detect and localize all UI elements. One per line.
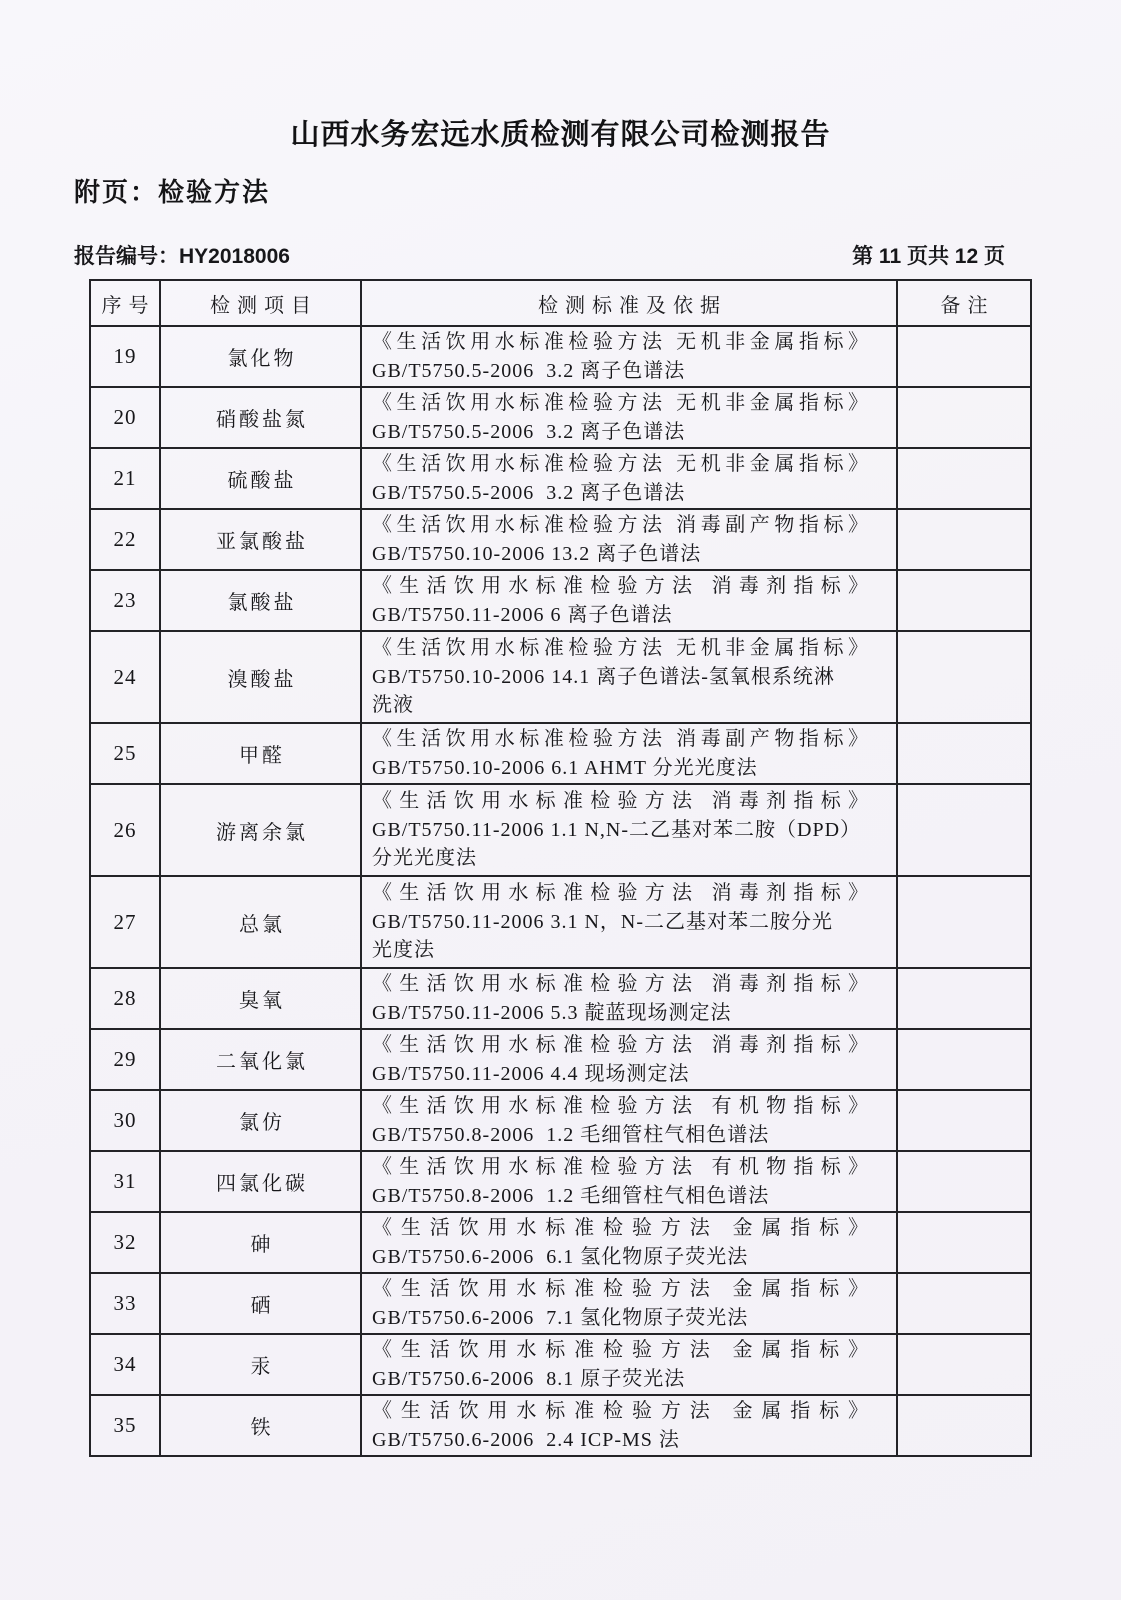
- remark-cell: [897, 1090, 1031, 1151]
- standard-cell: [361, 1273, 897, 1334]
- item-cell: 甲醛: [160, 723, 361, 784]
- standard-method-line: GB/T5750.10-2006 14.1 离子色谱法-氢氧根系统淋: [372, 665, 835, 688]
- row-index-cell: 23: [90, 570, 160, 631]
- report-number: 报告编号：HY2018006: [74, 245, 290, 268]
- appendix-label: 附页：检验方法: [74, 177, 271, 207]
- item-cell: 硝酸盐氮: [160, 387, 361, 448]
- remark-cell: [897, 876, 1031, 968]
- standard-cell: [361, 876, 897, 968]
- table-row: [90, 326, 1031, 387]
- remark-cell: [897, 509, 1031, 570]
- row-index-cell: 25: [90, 723, 160, 784]
- standard-method-line: GB/T5750.5-2006 3.2 离子色谱法: [372, 481, 686, 504]
- row-index-cell: 34: [90, 1334, 160, 1395]
- item-cell: 硫酸盐: [160, 448, 361, 509]
- standard-cell: [361, 509, 897, 570]
- col-header-index: 序号: [90, 280, 160, 326]
- standard-cell: [361, 1151, 897, 1212]
- standard-method-line: 分光光度法: [372, 847, 477, 870]
- remark-cell: [897, 968, 1031, 1029]
- standard-cell: [361, 1395, 897, 1456]
- standard-method-line: GB/T5750.11-2006 3.1 N，N-二乙基对苯二胺分光: [372, 910, 834, 933]
- standard-title-line: 《生活饮用水标准检验方法 金属指标》: [372, 1400, 870, 1422]
- standard-cell: [361, 570, 897, 631]
- item-cell: 汞: [160, 1334, 361, 1395]
- row-index-cell: 32: [90, 1212, 160, 1273]
- standard-cell: [361, 387, 897, 448]
- table-row: [90, 570, 1031, 631]
- remark-cell: [897, 326, 1031, 387]
- standard-cell: [361, 448, 897, 509]
- row-index-cell: 33: [90, 1273, 160, 1334]
- standard-title-line: 《生活饮用水标准检验方法 金属指标》: [372, 1217, 870, 1239]
- remark-cell: [897, 784, 1031, 876]
- standard-cell: [361, 968, 897, 1029]
- standard-cell: [361, 1334, 897, 1395]
- standard-cell: [361, 326, 897, 387]
- standard-title-line: 《生活饮用水标准检验方法 金属指标》: [372, 1278, 870, 1300]
- table-row: [90, 1151, 1031, 1212]
- item-cell: 总氯: [160, 876, 361, 968]
- standard-title-line: 《生活饮用水标准检验方法 消毒剂指标》: [372, 575, 870, 597]
- row-index-cell: 31: [90, 1151, 160, 1212]
- standard-title-line: 《生活饮用水标准检验方法 无机非金属指标》: [372, 331, 870, 353]
- standard-method-line: 光度法: [372, 939, 435, 962]
- table-row: [90, 448, 1031, 509]
- col-header-remark: 备注: [897, 280, 1031, 326]
- item-cell: 铁: [160, 1395, 361, 1456]
- remark-cell: [897, 1151, 1031, 1212]
- table-row: [90, 631, 1031, 723]
- standard-title-line: 《生活饮用水标准检验方法 消毒剂指标》: [372, 973, 870, 995]
- col-header-standard: 检测标准及依据: [361, 280, 897, 326]
- row-index-cell: 29: [90, 1029, 160, 1090]
- item-cell: 臭氧: [160, 968, 361, 1029]
- remark-cell: [897, 1273, 1031, 1334]
- row-index-cell: 21: [90, 448, 160, 509]
- row-index-cell: 20: [90, 387, 160, 448]
- item-cell: 氯酸盐: [160, 570, 361, 631]
- table-row: [90, 968, 1031, 1029]
- standard-title-line: 《生活饮用水标准检验方法 无机非金属指标》: [372, 453, 870, 475]
- test-methods-table: [89, 279, 1032, 1457]
- remark-cell: [897, 723, 1031, 784]
- table-row: [90, 1395, 1031, 1456]
- item-cell: 四氯化碳: [160, 1151, 361, 1212]
- standard-title-line: 《生活饮用水标准检验方法 有机物指标》: [372, 1095, 870, 1117]
- standard-title-line: 《生活饮用水标准检验方法 消毒副产物指标》: [372, 514, 870, 536]
- standard-method-line: GB/T5750.6-2006 7.1 氢化物原子荧光法: [372, 1306, 749, 1329]
- row-index-cell: 19: [90, 326, 160, 387]
- remark-cell: [897, 1334, 1031, 1395]
- standard-method-line: GB/T5750.8-2006 1.2 毛细管柱气相色谱法: [372, 1184, 770, 1207]
- row-index-cell: 27: [90, 876, 160, 968]
- item-cell: 氯仿: [160, 1090, 361, 1151]
- remark-cell: [897, 570, 1031, 631]
- standard-cell: [361, 784, 897, 876]
- standard-method-line: 洗液: [372, 694, 414, 717]
- standard-method-line: GB/T5750.5-2006 3.2 离子色谱法: [372, 359, 686, 382]
- table-row: [90, 1273, 1031, 1334]
- table-row: [90, 1334, 1031, 1395]
- item-cell: 砷: [160, 1212, 361, 1273]
- row-index-cell: 24: [90, 631, 160, 723]
- table-row: [90, 876, 1031, 968]
- remark-cell: [897, 631, 1031, 723]
- table-row: [90, 1029, 1031, 1090]
- standard-title-line: 《生活饮用水标准检验方法 有机物指标》: [372, 1156, 870, 1178]
- standard-method-line: GB/T5750.11-2006 4.4 现场测定法: [372, 1062, 690, 1085]
- row-index-cell: 35: [90, 1395, 160, 1456]
- remark-cell: [897, 387, 1031, 448]
- table-header-row: [90, 280, 1031, 326]
- standard-title-line: 《生活饮用水标准检验方法 无机非金属指标》: [372, 637, 870, 660]
- standard-method-line: GB/T5750.11-2006 6 离子色谱法: [372, 603, 673, 626]
- item-cell: 二氧化氯: [160, 1029, 361, 1090]
- item-cell: 氯化物: [160, 326, 361, 387]
- remark-cell: [897, 448, 1031, 509]
- table-row: [90, 509, 1031, 570]
- standard-title-line: 《生活饮用水标准检验方法 金属指标》: [372, 1339, 870, 1361]
- standard-title-line: 《生活饮用水标准检验方法 无机非金属指标》: [372, 392, 870, 414]
- standard-title-line: 《生活饮用水标准检验方法 消毒副产物指标》: [372, 728, 870, 750]
- row-index-cell: 22: [90, 509, 160, 570]
- standard-method-line: GB/T5750.10-2006 13.2 离子色谱法: [372, 542, 702, 565]
- standard-title-line: 《生活饮用水标准检验方法 消毒剂指标》: [372, 1034, 870, 1056]
- table-row: [90, 387, 1031, 448]
- col-header-item: 检测项目: [160, 280, 361, 326]
- standard-cell: [361, 1029, 897, 1090]
- standard-cell: [361, 1090, 897, 1151]
- item-cell: 硒: [160, 1273, 361, 1334]
- table-row: [90, 784, 1031, 876]
- standard-method-line: GB/T5750.11-2006 1.1 N,N-二乙基对苯二胺（DPD）: [372, 818, 862, 841]
- standard-method-line: GB/T5750.6-2006 8.1 原子荧光法: [372, 1367, 686, 1390]
- standard-method-line: GB/T5750.6-2006 2.4 ICP-MS 法: [372, 1428, 680, 1451]
- standard-cell: [361, 631, 897, 723]
- standard-method-line: GB/T5750.11-2006 5.3 靛蓝现场测定法: [372, 1001, 732, 1024]
- item-cell: 亚氯酸盐: [160, 509, 361, 570]
- row-index-cell: 26: [90, 784, 160, 876]
- remark-cell: [897, 1212, 1031, 1273]
- remark-cell: [897, 1395, 1031, 1456]
- standard-method-line: GB/T5750.6-2006 6.1 氢化物原子荧光法: [372, 1245, 749, 1268]
- meta-row: [74, 240, 1005, 270]
- row-index-cell: 30: [90, 1090, 160, 1151]
- item-cell: 游离余氯: [160, 784, 361, 876]
- page-indicator: 第 11 页共 12 页: [852, 245, 1005, 268]
- row-index-cell: 28: [90, 968, 160, 1029]
- table-row: [90, 1090, 1031, 1151]
- standard-method-line: GB/T5750.5-2006 3.2 离子色谱法: [372, 420, 686, 443]
- table-row: [90, 723, 1031, 784]
- standard-title-line: 《生活饮用水标准检验方法 消毒剂指标》: [372, 790, 870, 813]
- standard-cell: [361, 723, 897, 784]
- standard-title-line: 《生活饮用水标准检验方法 消毒剂指标》: [372, 882, 870, 905]
- standard-method-line: GB/T5750.8-2006 1.2 毛细管柱气相色谱法: [372, 1123, 770, 1146]
- standard-method-line: GB/T5750.10-2006 6.1 AHMT 分光光度法: [372, 756, 758, 779]
- standard-cell: [361, 1212, 897, 1273]
- remark-cell: [897, 1029, 1031, 1090]
- table-row: [90, 1212, 1031, 1273]
- item-cell: 溴酸盐: [160, 631, 361, 723]
- report-title: 山西水务宏远水质检测有限公司检测报告: [290, 119, 831, 151]
